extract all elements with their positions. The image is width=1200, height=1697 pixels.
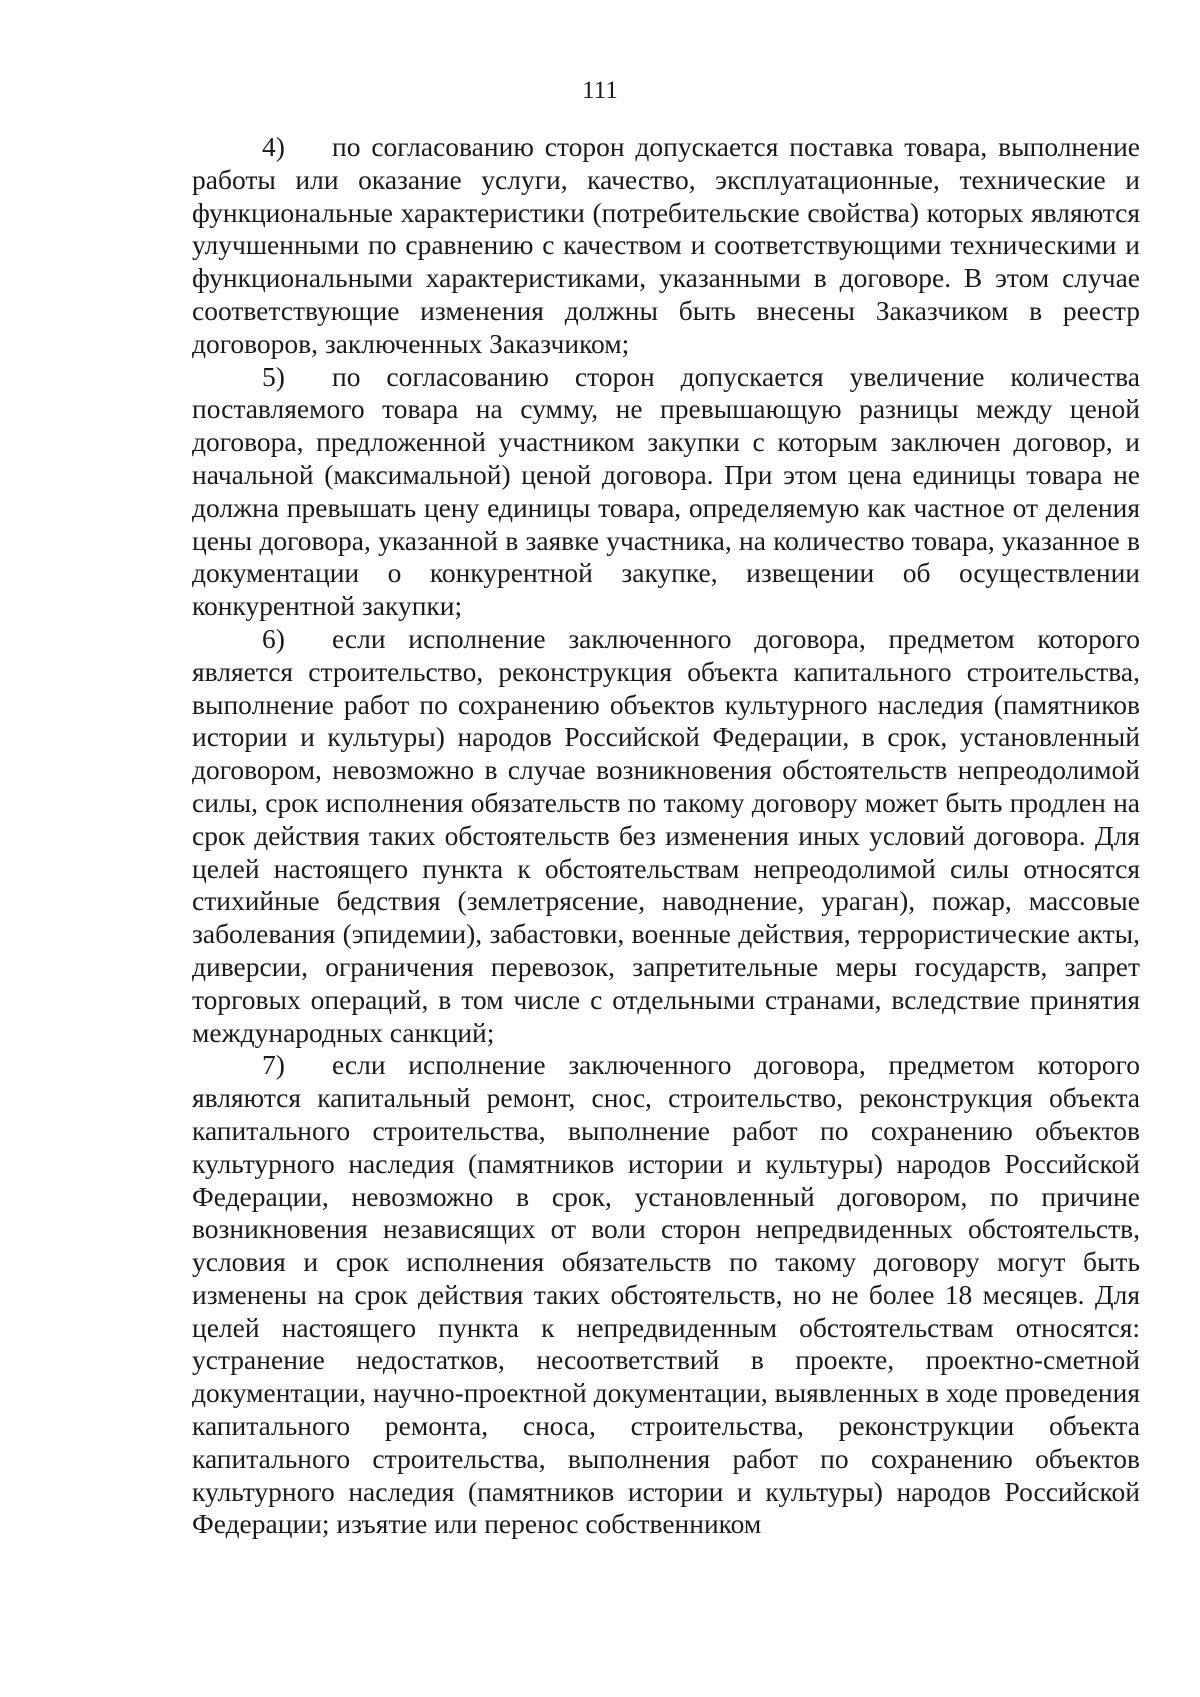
clause-number: 6): [262, 622, 285, 654]
clause-number: 5): [262, 360, 285, 392]
clause-text: если исполнение заключенного договора, предметом которого являются капитальный ремонт, снос, строительство, реконструкция объекта капитального строительства, выполнение работ по сохранению объектов культурного наследия (памятников истории и культуры) народов Российской Федерации, невозможно в срок, установленный договором, по причине возникновения независящих от воли сторон непредвиденных обстоятельств, условия и срок исполнения обязательств по такому договору могут быть изменены на срок действия таких обстоятельств, но не более 18 месяцев. Для целей настоящего пункта к непредвиденным обстоятельствам относятся: устранение недостатков, несоответствий в проекте, проектно-сметной документации, научно-проектной документации, выявленных в ходе проведения капитального ремонта, сноса, строительства, реконструкции объекта капитального строительства, выполнения работ по сохранению объектов культурного наследия (памятников истории и культуры) народов Российской Федерации; изъятие или перенос собственником: [192, 1049, 1140, 1540]
clause-number: 4): [262, 131, 285, 162]
clause-text: по согласованию сторон допускается поставка товара, выполнение работы или оказание услуги, качество, эксплуатационные, технические и функциональные характеристики (потребительские свойства) которых являются улучшенными по сравнению с качеством и соответствующими техническими и функциональными характеристиками, указанными в договоре. В этом случае соответствующие изменения должны быть внесены Заказчиком в реестр договоров, заключенных Заказчиком;: [192, 131, 1140, 359]
clause-5: [192, 361, 1140, 623]
clause-4: [192, 131, 1140, 361]
clause-number: 7): [262, 1049, 285, 1081]
clause-text: по согласованию сторон допускается увеличение количества поставляемого товара на сумму, не превышающую разницы между ценой договора, предложенной участником закупки с которым заключен договор, и начальной (максимальной) ценой договора. При этом цена единицы товара не должна превышать цену единицы товара, определяемую как частное от деления цены договора, указанной в заявке участника, на количество товара, указанное в документации о конкурентной закупке, извещении об осуществлении конкурентной закупки;: [192, 360, 1140, 622]
clause-6: [192, 623, 1140, 1049]
document-body: [192, 131, 1140, 1541]
clause-text: если исполнение заключенного договора, предметом которого является строительство, реконструкция объекта капитального строительства, выполнение работ по сохранению объектов культурного наследия (памятников истории и культуры) народов Российской Федерации, в срок, установленный договором, невозможно в случае возникновения обстоятельств непреодолимой силы, срок исполнения обязательств по такому договору может быть продлен на срок действия таких обстоятельств без изменения иных условий договора. Для целей настоящего пункта к обстоятельствам непреодолимой силы относятся стихийные бедствия (землетрясение, наводнение, ураган), пожар, массовые заболевания (эпидемии), забастовки, военные действия, террористические акты, диверсии, ограничения перевозок, запретительные меры государств, запрет торговых операций, в том числе с отдельными странами, вследствие принятия международных санкций;: [192, 622, 1140, 1048]
page-number: 111: [582, 77, 618, 104]
clause-7: [192, 1049, 1140, 1541]
